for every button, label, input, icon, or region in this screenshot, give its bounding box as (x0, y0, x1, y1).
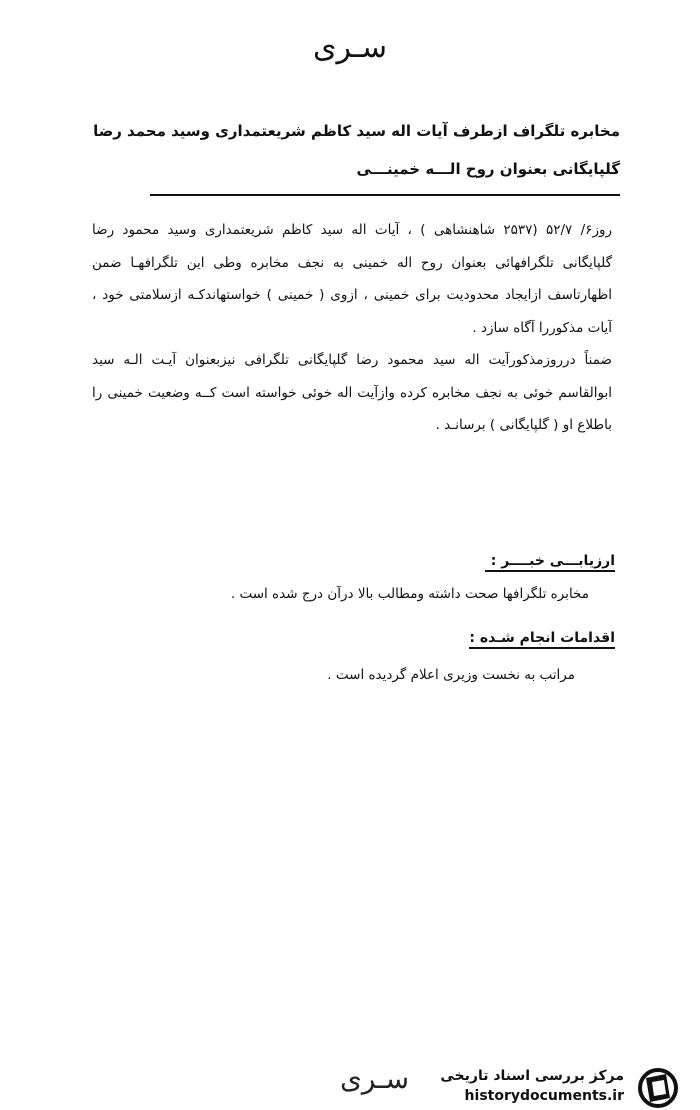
classification-bottom: سـرى (340, 1062, 410, 1095)
actions-heading: اقدامات انجام شـده : (469, 630, 615, 649)
subject-line-1: مخابره تلگراف ازطرف آيات اله سيد كاظم شريعتمدارى وسيد محمد رضا (93, 122, 620, 140)
actions-content: مراتب به نخست وزيرى اعلام گرديده است . (327, 667, 575, 683)
watermark-center-name: مرکز بررسی اسناد تاریخی (440, 1068, 624, 1084)
subject-line-2: گلپايگانى بعنوان روح الـــه خمينـــى (150, 150, 620, 196)
classification-top: سـرى (313, 30, 387, 65)
archive-watermark (440, 1068, 688, 1110)
watermark-url: historydocuments.ir (464, 1088, 624, 1104)
body-paragraph-1: روز۶/ ۵۲/۷ (۲۵۳۷ شاهنشاهى ) ، آيات اله سيد كاظم شريعتمدارى وسيد محمود رضا گلپايگانى تلگرافهائى بعنوان روح اله خمينى به نجف مخابره وطى اين تلگرافهـا ضمن اظهارتاسف ازايجاد محدوديت براى خمينى ، ازوى ( خمينى ) خواستهاندكـه ازسلامتى خود ، آيات مذكوررا آگاه سازد . (92, 222, 612, 336)
body-paragraph-2: ضمناً درروزمذكورآيت اله سيد محمود رضا گلپايگانى تلگرافى نيزبعنوان آيـت الـه سيد ابوالقاسم خوئى به نجف مخابره كرده وازآيت اله خوئى خواسته است كــه وضعيت خمينى را باطلاع او ( گلپايگانى ) برسانـد . (92, 352, 612, 433)
assessment-heading: ارزيابـــى خبــــر : (485, 553, 615, 572)
assessment-content: مخابره تلگرافها صحت داشته ومطالب بالا درآن درج شده است . (230, 586, 589, 602)
document-subject (80, 112, 620, 196)
archive-logo-icon (636, 1068, 680, 1108)
document-body (92, 214, 612, 442)
actions-section (327, 630, 615, 683)
assessment-section (231, 553, 615, 602)
